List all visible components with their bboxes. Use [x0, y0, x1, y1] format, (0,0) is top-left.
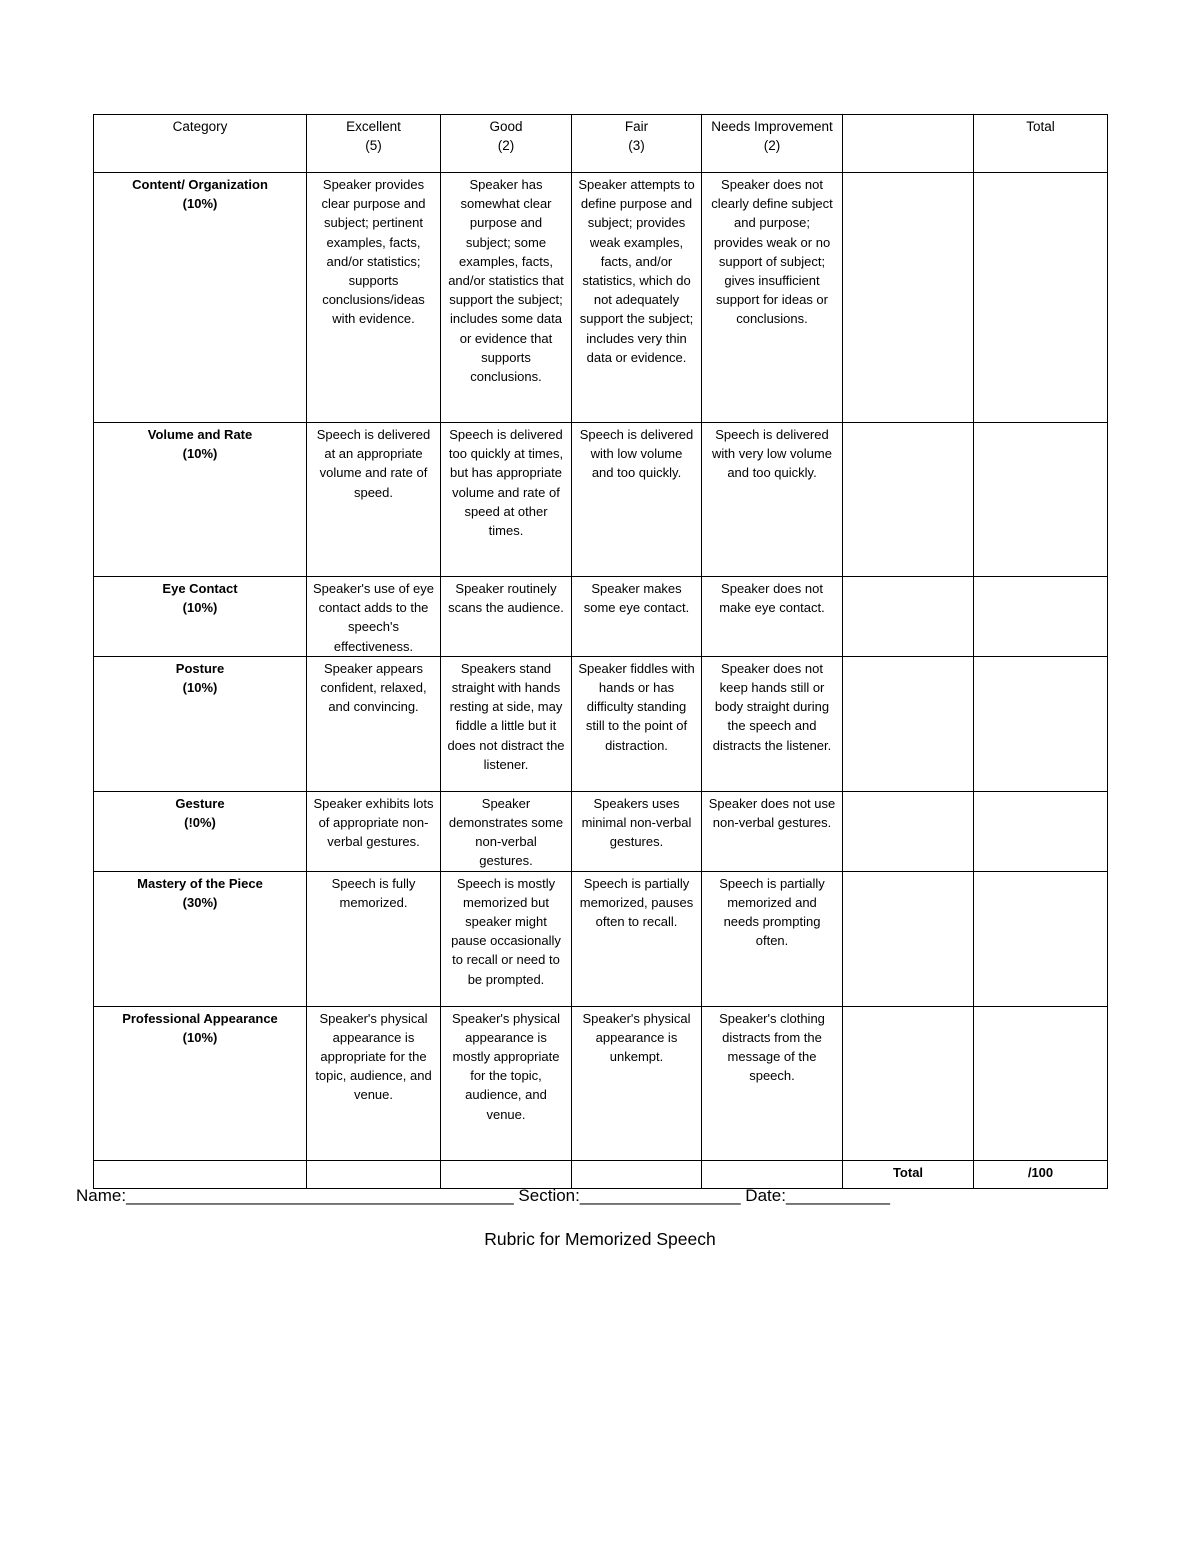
- table-row: [94, 577, 1108, 657]
- blank-cell: [702, 1160, 843, 1188]
- total-label: Total: [843, 1160, 974, 1188]
- category-label: Eye Contact: [162, 581, 238, 596]
- header-excellent: Excellent (5): [307, 115, 441, 173]
- good-cell: Speech is delivered too quickly at times, but has appropriate volume and rate of speed at other times.: [441, 423, 572, 577]
- header-fair: Fair (3): [572, 115, 702, 173]
- excellent-cell: Speech is delivered at an appropriate volume and rate of speed.: [307, 423, 441, 577]
- excellent-cell: Speech is fully memorized.: [307, 871, 441, 1006]
- category-label: Professional Appearance: [122, 1010, 278, 1026]
- header-total: Total: [974, 115, 1108, 173]
- header-blank: [843, 115, 974, 173]
- table-row: [94, 871, 1108, 1006]
- total-score-field[interactable]: /100: [974, 1160, 1108, 1188]
- category-percent: (10%): [182, 196, 218, 212]
- page-title: Rubric for Memorized Speech: [484, 1229, 716, 1249]
- needs-cell: Speaker does not keep hands still or body straight during the speech and distracts the listener.: [702, 656, 843, 791]
- total-cell[interactable]: [974, 173, 1108, 423]
- total-cell[interactable]: [974, 791, 1108, 871]
- category-label: Mastery of the Piece: [137, 875, 263, 891]
- score-cell[interactable]: [843, 871, 974, 1006]
- header-row: [94, 115, 1108, 173]
- blank-cell: [307, 1160, 441, 1188]
- category-label: Volume and Rate: [147, 427, 253, 442]
- category-percent: (10%): [182, 600, 218, 616]
- blank-cell: [572, 1160, 702, 1188]
- total-cell[interactable]: [974, 577, 1108, 657]
- good-cell: Speaker has somewhat clear purpose and subject; some examples, facts, and/or statistics that support the subject; includes some data or evidence that supports conclusions.: [441, 173, 572, 423]
- category-percent: (!0%): [184, 815, 216, 831]
- fair-cell: Speaker attempts to define purpose and subject; provides weak examples, facts, and/or statistics, which do not adequately support the subject; includes very thin data or evidence.: [572, 173, 702, 423]
- excellent-cell: Speaker exhibits lots of appropriate non-verbal gestures.: [307, 791, 441, 871]
- total-cell[interactable]: [974, 1006, 1108, 1160]
- excellent-cell: Speaker's use of eye contact adds to the speech's effectiveness.: [307, 577, 441, 657]
- category-cell: [94, 871, 307, 1006]
- score-cell[interactable]: [843, 1006, 974, 1160]
- rubric-table: [93, 114, 1108, 1189]
- table-row: [94, 1006, 1108, 1160]
- score-cell[interactable]: [843, 791, 974, 871]
- good-cell: Speaker routinely scans the audience.: [441, 577, 572, 657]
- category-cell: [94, 577, 307, 657]
- category-percent: (10%): [182, 1029, 218, 1045]
- category-label: Gesture: [175, 795, 225, 811]
- score-cell[interactable]: [843, 577, 974, 657]
- category-cell: [94, 656, 307, 791]
- needs-cell: Speaker's clothing distracts from the message of the speech.: [702, 1006, 843, 1160]
- table-row: [94, 656, 1108, 791]
- header-good: Good (2): [441, 115, 572, 173]
- good-cell: Speech is mostly memorized but speaker might pause occasionally to recall or need to be prompted.: [441, 871, 572, 1006]
- blank-cell: [441, 1160, 572, 1188]
- category-cell: [94, 791, 307, 871]
- name-section-date-fields[interactable]: Name:_________________________________________ Section:_________________ Date:___________: [76, 1186, 890, 1205]
- needs-cell: Speaker does not make eye contact.: [702, 577, 843, 657]
- blank-cell: [94, 1160, 307, 1188]
- score-cell[interactable]: [843, 173, 974, 423]
- category-label: Content/ Organization: [132, 177, 268, 192]
- excellent-cell: Speaker's physical appearance is appropriate for the topic, audience, and venue.: [307, 1006, 441, 1160]
- total-cell[interactable]: [974, 656, 1108, 791]
- needs-cell: Speaker does not use non-verbal gestures.: [702, 791, 843, 871]
- fair-cell: Speakers uses minimal non-verbal gestures.: [572, 791, 702, 871]
- category-cell: [94, 1006, 307, 1160]
- needs-cell: Speech is delivered with very low volume and too quickly.: [702, 423, 843, 577]
- category-label: Posture: [175, 660, 225, 676]
- fair-cell: Speaker makes some eye contact.: [572, 577, 702, 657]
- category-percent: (10%): [182, 446, 218, 462]
- header-category: Category: [94, 115, 307, 173]
- category-cell: [94, 423, 307, 577]
- total-cell[interactable]: [974, 871, 1108, 1006]
- needs-cell: Speech is partially memorized and needs prompting often.: [702, 871, 843, 1006]
- category-percent: (10%): [182, 680, 218, 696]
- category-percent: (30%): [182, 894, 218, 910]
- excellent-cell: Speaker provides clear purpose and subject; pertinent examples, facts, and/or statistics; supports conclusions/ideas with evidence.: [307, 173, 441, 423]
- total-row: [94, 1160, 1108, 1188]
- fair-cell: Speech is partially memorized, pauses often to recall.: [572, 871, 702, 1006]
- good-cell: Speaker demonstrates some non-verbal gestures.: [441, 791, 572, 871]
- header-needs-improvement: Needs Improvement (2): [702, 115, 843, 173]
- score-cell[interactable]: [843, 423, 974, 577]
- fair-cell: Speech is delivered with low volume and too quickly.: [572, 423, 702, 577]
- total-cell[interactable]: [974, 423, 1108, 577]
- good-cell: Speaker's physical appearance is mostly appropriate for the topic, audience, and venue.: [441, 1006, 572, 1160]
- fair-cell: Speaker fiddles with hands or has difficulty standing still to the point of distraction.: [572, 656, 702, 791]
- score-cell[interactable]: [843, 656, 974, 791]
- category-cell: [94, 173, 307, 423]
- table-row: [94, 423, 1108, 577]
- table-row: [94, 791, 1108, 871]
- table-row: [94, 173, 1108, 423]
- needs-cell: Speaker does not clearly define subject and purpose; provides weak or no support of subject; gives insufficient support for ideas or conclusions.: [702, 173, 843, 423]
- good-cell: Speakers stand straight with hands resting at side, may fiddle a little but it does not distract the listener.: [441, 656, 572, 791]
- excellent-cell: Speaker appears confident, relaxed, and convincing.: [307, 656, 441, 791]
- fair-cell: Speaker's physical appearance is unkempt.: [572, 1006, 702, 1160]
